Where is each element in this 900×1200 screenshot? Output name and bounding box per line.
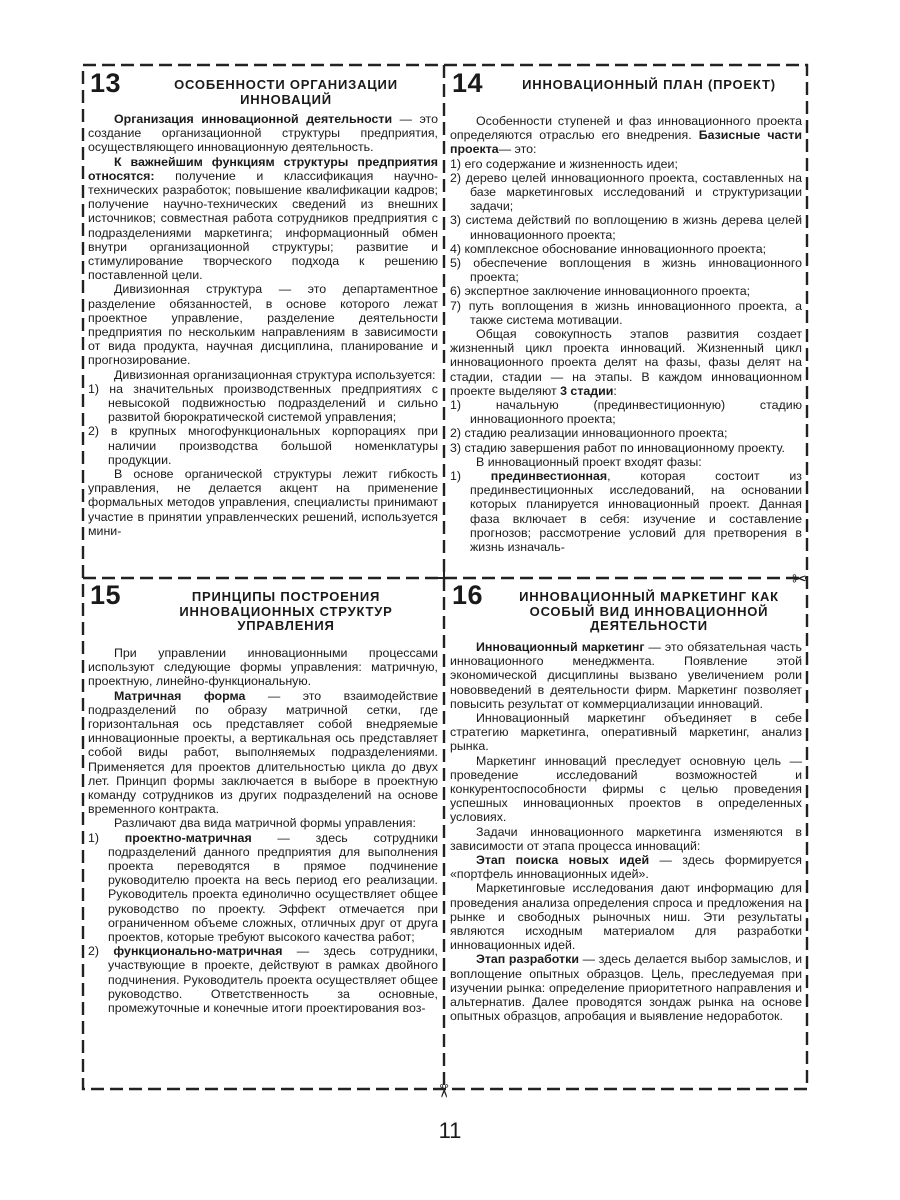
bold-term: Этап поиска новых идей bbox=[476, 853, 650, 868]
paragraph-text: 4) комплексное обоснование инновационного проекта; bbox=[450, 241, 767, 256]
paragraph-text: Маркетинг инноваций преследует основную цель — проведение исследований возможностей и конкурентоспособности фирмы с целью проведения успешных инновационных проектов в определенных условиях. bbox=[450, 753, 802, 825]
bold-term: функционально-матричная bbox=[113, 944, 283, 959]
list-number: 1) bbox=[450, 469, 491, 484]
list-item bbox=[450, 398, 802, 426]
paragraph bbox=[450, 114, 802, 157]
paragraph-text: — это: bbox=[498, 142, 537, 157]
card-number: 13 bbox=[90, 70, 122, 98]
paragraph-text: В инновационный проект входят фазы: bbox=[476, 454, 702, 469]
card-title: ИННОВАЦИОННЫЙ ПЛАН (ПРОЕКТ) bbox=[522, 77, 776, 92]
paragraph-text: — здесь сотрудники, участвующие в проекте, действуют в рамках двойного подчинения. Руководитель проекта осуществляет общее руководство. Ответственность за основные, промежуточные и конечные итоги проектирования воз- bbox=[108, 944, 438, 1016]
paragraph bbox=[450, 754, 802, 825]
paragraph-text: 2) стадию реализации инновационного проекта; bbox=[450, 426, 728, 441]
paragraph-text: Дивизионная организационная структура используется: bbox=[114, 367, 436, 382]
list-item bbox=[450, 171, 802, 214]
paragraph-text: Общая совокупность этапов развития создает жизненный цикл проекта инноваций. Жизненный цикл инновационного проекта делят на фазы, фазы делят на стадии, стадии — на этапы. В каждом инновационном проекте выделяют bbox=[450, 327, 802, 398]
paragraph bbox=[88, 155, 438, 283]
scissors-icon: ✂ bbox=[792, 569, 808, 589]
paragraph bbox=[450, 455, 802, 469]
paragraph-text: 1) его содержание и жизненность идеи; bbox=[450, 156, 678, 171]
paragraph-text: 3) система действий по воплощению в жизнь дерева целей инновационного проекта; bbox=[450, 213, 802, 242]
paragraph-text: 2) дерево целей инновационного проекта, составленных на базе маркетинговых исследований и структуризации задачи; bbox=[450, 170, 802, 214]
card-body bbox=[88, 112, 438, 538]
card-body bbox=[450, 640, 802, 1023]
list-item bbox=[450, 256, 802, 284]
card-13 bbox=[88, 70, 438, 576]
paragraph bbox=[450, 881, 802, 952]
card-title: ИННОВАЦИОННЫЙ МАРКЕТИНГ КАК ОСОБЫЙ ВИД ИННОВАЦИОННОЙ ДЕЯТЕЛЬНОСТИ bbox=[519, 589, 779, 633]
paragraph bbox=[450, 711, 802, 754]
paragraph bbox=[88, 112, 438, 155]
bold-term: Организация инновационной деятельности bbox=[114, 112, 393, 126]
paragraph bbox=[450, 853, 802, 881]
card-number: 16 bbox=[452, 582, 484, 610]
paragraph-text: При управлении инновационными процессами используют следующие формы управления: матричную, проектную, линейно-функциональную. bbox=[88, 646, 438, 689]
paragraph-text: В основе органической структуры лежит гибкость управления, не делается акцент на применение формальных методов управления, специалисты принимают участие в принятии управленческих решений, используется мини- bbox=[88, 467, 438, 538]
list-item bbox=[450, 157, 802, 171]
list-number: 1) bbox=[88, 830, 125, 845]
bold-term: Матричная форма bbox=[114, 688, 246, 703]
card-15 bbox=[88, 582, 438, 1084]
paragraph-text: Дивизионная структура — это департаментное разделение обязанностей, в основе которого лежат проектное управление, разделение деятельности предприятия по нескольким направлениям в зависимости от вида продукта, научная дисциплина, планирование и прогнозирование. bbox=[88, 282, 438, 368]
paragraph bbox=[88, 467, 438, 538]
paragraph-text: Особенности ступеней и фаз инновационного проекта определяются отраслью его внедрения. bbox=[450, 114, 802, 143]
bold-term: проектно-матричная bbox=[124, 830, 252, 845]
page-number: 11 bbox=[438, 1118, 462, 1143]
paragraph-text: 3) стадию завершения работ по инновационному проекту. bbox=[450, 440, 785, 455]
card-header bbox=[450, 70, 802, 114]
paragraph bbox=[450, 640, 802, 711]
paragraph-text: Задачи инновационного маркетинга изменяются в зависимости от этапа процесса инноваций: bbox=[450, 824, 802, 853]
paragraph-text: — здесь формируется «портфель инновационных идей». bbox=[450, 853, 802, 882]
paragraph bbox=[88, 282, 438, 367]
list-item bbox=[88, 382, 438, 425]
bold-term: Базисные части проекта bbox=[450, 128, 802, 157]
bold-term: К важнейшим функциям структуры предприятия относятся: bbox=[88, 154, 438, 183]
list-item bbox=[450, 469, 802, 554]
card-number: 15 bbox=[90, 582, 122, 610]
card-16 bbox=[450, 582, 802, 1084]
paragraph-text: — это взаимодействие подразделений по образу матричной сетки, где горизонтальная ось представляет собой внедряемые инновационные проекты, а вертикальная ось представляет собой виды работ, выполняемых подразделениями. Применяется для проектов длительностью цикла до двух лет. Принцип формы заключается в выборе в проектную команду сотрудников из других подразделений на основе временного контракта. bbox=[88, 688, 438, 817]
card-body bbox=[450, 114, 802, 554]
scissors-icon: ✂ bbox=[433, 1083, 454, 1099]
bold-term: Этап разработки bbox=[476, 952, 579, 967]
paragraph-text: — здесь сотрудники подразделений данного предприятия для выполнения проекта переводятся в прямое подчинение руководителю проекта на весь период его реализации. Руководитель проекта единолично осуществляет общее руководство по проекту. Эффект отмечается при ограниченном объеме сложных, отличных друг от друга проектов, которые требуют высокого качества работ; bbox=[108, 830, 438, 945]
paragraph bbox=[450, 327, 802, 398]
paragraph-text: Маркетинговые исследования дают информацию для проведения анализа определения спроса и предложения на рынке и свободных рыночных ниш. Эти результаты являются исходным материалом для разработки инновационных идей. bbox=[450, 881, 802, 953]
paragraph bbox=[88, 646, 438, 689]
paragraph-text: — здесь делается выбор замыслов, и воплощение опытных образцов. Цель, преследуемая при изучении рынка: определение приоритетного направления и альтернатив. Далее проводятся зондаж рынка на основе опытных образцов, апробация и выявление недоработок. bbox=[450, 952, 802, 1024]
paragraph-text: 1) начальную (прединвестиционную) стадию инновационного проекта; bbox=[450, 398, 802, 427]
card-body bbox=[88, 646, 438, 1015]
paragraph bbox=[88, 689, 438, 817]
list-item bbox=[450, 299, 802, 327]
paragraph-text: — это создание организационной структуры предприятия, осуществляющего инновационную деятельность. bbox=[88, 112, 438, 155]
card-number: 14 bbox=[452, 70, 484, 98]
list-item bbox=[450, 426, 802, 440]
paragraph-text: Инновационный маркетинг объединяет в себе стратегию маркетинга, оперативный маркетинг, анализ рынка. bbox=[450, 711, 802, 754]
paragraph-text: Различают два вида матричной формы управления: bbox=[114, 816, 416, 831]
bold-term: Инновационный маркетинг bbox=[476, 640, 645, 654]
card-title: ПРИНЦИПЫ ПОСТРОЕНИЯ ИННОВАЦИОННЫХ СТРУКТУР УПРАВЛЕНИЯ bbox=[179, 589, 393, 633]
list-item bbox=[88, 944, 438, 1015]
list-item bbox=[450, 284, 802, 298]
paragraph-text: получение и классификация научно-технических разработок; повышение квалификации кадров; получение научно-технических сведений из внешних источников; совместная работа сотрудников предприятия с подразделениями маркетинга; информационный обмен внутри организационной структуры; развитие и стимулирование творческого подхода к решению поставленной цели. bbox=[88, 168, 438, 283]
page-sheet bbox=[82, 64, 808, 1090]
paragraph bbox=[88, 816, 438, 830]
bold-term: прединвестионная bbox=[490, 469, 608, 484]
paragraph-text: 1) на значительных производственных предприятиях с невысокой подвижностью подразделений и сильно развитой бюрократической системой управления; bbox=[88, 381, 438, 425]
paragraph bbox=[450, 825, 802, 853]
bold-term: 3 стадии bbox=[560, 383, 614, 398]
list-item bbox=[88, 424, 438, 467]
paragraph-text: 7) путь воплощения в жизнь инновационного проекта, а также система мотивации. bbox=[450, 298, 802, 327]
paragraph-text: — это обязательная часть инновационного менеджмента. Появление этой экономической дисциплины вызвано увеличением роли нововведений в деятельности фирм. Маркетинг позволяет повысить результат от коммерциализации инноваций. bbox=[450, 640, 802, 711]
list-item bbox=[450, 213, 802, 241]
paragraph bbox=[450, 952, 802, 1023]
card-14 bbox=[450, 70, 802, 576]
list-item bbox=[88, 831, 438, 945]
paragraph-text: 2) в крупных многофункциональных корпорациях при наличии производства большой номенклатуры продукции. bbox=[88, 424, 438, 467]
card-header bbox=[450, 582, 802, 642]
paragraph-text: : bbox=[613, 383, 617, 398]
paragraph-text: 6) экспертное заключение инновационного проекта; bbox=[450, 284, 751, 299]
card-title: ОСОБЕННОСТИ ОРГАНИЗАЦИИ ИННОВАЦИЙ bbox=[174, 77, 398, 107]
list-number: 2) bbox=[88, 944, 114, 959]
card-header bbox=[88, 70, 438, 114]
list-item bbox=[450, 242, 802, 256]
list-item bbox=[450, 441, 802, 455]
paragraph bbox=[88, 368, 438, 382]
card-header bbox=[88, 582, 438, 642]
paragraph-text: 5) обеспечение воплощения в жизнь инновационного проекта; bbox=[450, 256, 802, 285]
paragraph-text: , которая состоит из прединвестиционных исследований, на основании которых планируется инновационный проект. Данная фаза включает в себя: изучение и составление прогнозов; рассмотрение условий для претворения в жизнь изначаль- bbox=[470, 469, 802, 555]
